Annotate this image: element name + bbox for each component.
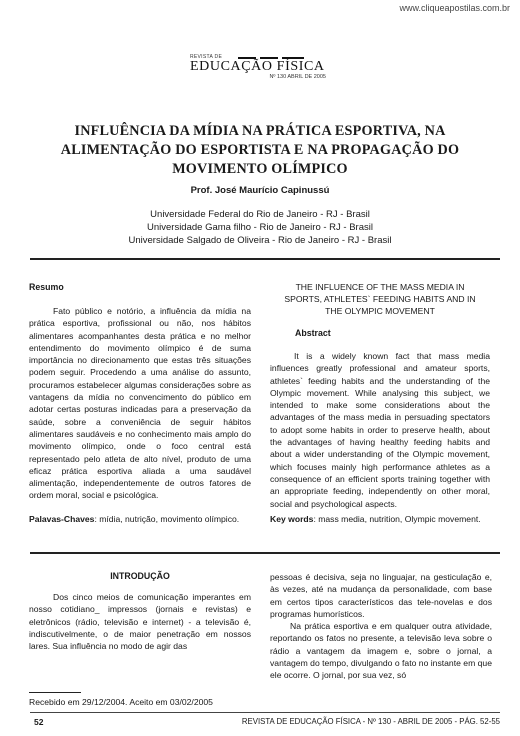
section-divider <box>30 258 500 260</box>
abstract-paragraph: It is a widely known fact that mass media influences greatly professional and amateur sports, athletes` feeding habits and the understanding of the Olympic movement. While analysing this subject, we intended to make some considerations about the advantages of the mass media in persuading spectators to adopt some habits in order to preserve health, about the advantages of having healthy feeding habits and about a wider understanding of the Olympic movement, which focuses mainly high performance athletes as a consequence of an efficient sports training together with an appropriate feeding, independently on other moral, social and psychological aspects. <box>270 351 490 509</box>
affiliations <box>0 208 520 247</box>
section-divider <box>30 552 500 554</box>
abstract-heading: Abstract <box>295 328 331 338</box>
abstract-title-line: SPORTS, ATHLETES` FEEDING HABITS AND IN <box>284 294 476 304</box>
abstract-text <box>270 350 490 510</box>
resumo-paragraph: Fato público e notório, a influência da mídia na prática esportiva, profissional ou não, nos hábitos alimentares acompanhantes desta prática e no melhor entendimento do movimento olímpico é de suma importância no direcionamento que estas três situações podem seguir. Procedendo a uma análise do assunto, procuramos estabelecer algumas considerações sobre as vantagens da mídia no convencimento do público em adotar certas posturas indicadas para a preservação da saúde, sobre a conveniência de seguir hábitos alimentares saudáveis e no conhecimento mais amplo do movimento olímpico, onde o foco central está representado pelo atleta de alto nível, produto de uma eficaz prática esportiva aliada a uma saudável alimentação, independentemente de outros fatores de ordem moral, social e psicológica. <box>29 306 251 501</box>
author-name: Prof. José Maurício Capinussú <box>190 185 330 196</box>
footnote-rule <box>29 692 81 693</box>
keywords-en <box>270 513 492 525</box>
affiliation: Universidade Federal do Rio de Janeiro - RJ - Brasil <box>150 209 370 220</box>
journal-prefix: REVISTA DE <box>190 54 223 60</box>
abstract-title <box>270 281 490 317</box>
title-line: ALIMENTAÇÃO DO ESPORTISTA E NA PROPAGAÇÃO DO <box>60 142 460 158</box>
keywords-pt-label: Palavas-Chaves <box>29 514 95 524</box>
title-line: INFLUÊNCIA DA MÍDIA NA PRÁTICA ESPORTIVA, NA <box>74 123 446 139</box>
keywords-en-label: Key words <box>270 514 314 524</box>
journal-issue: Nº 130 ABRIL DE 2005 <box>269 74 326 80</box>
introducao-continuation <box>270 571 492 682</box>
keywords-pt-values: : mídia, nutrição, movimento olímpico. <box>94 514 240 524</box>
introducao-heading: INTRODUÇÃO <box>110 571 170 581</box>
running-head: REVISTA DE EDUCAÇÃO FÍSICA - Nº 130 - ABRIL DE 2005 - PÁG. 52-55 <box>241 717 500 726</box>
resumo-heading: Resumo <box>29 282 64 292</box>
received-date: Recebido em 29/12/2004. Aceito em 03/02/2005 <box>29 697 213 707</box>
logo-bars <box>238 57 318 60</box>
journal-name: EDUCAÇÃO FÍSICA <box>190 59 325 74</box>
affiliation: Universidade Salgado de Oliveira - Rio de Janeiro - RJ - Brasil <box>128 235 392 246</box>
title-line: MOVIMENTO OLÍMPICO <box>172 161 348 177</box>
affiliation: Universidade Gama filho - Rio de Janeiro - RJ - Brasil <box>147 222 373 233</box>
continuation-paragraph: pessoas é decisiva, seja no linguajar, na gesticulação e, às vezes, até na mudança da personalidade, com base em certos tipos característicos das tele-novelas e dos programas humorísticos. <box>270 572 492 619</box>
keywords-pt <box>29 513 251 525</box>
site-url[interactable]: www.cliqueapostilas.com.br <box>399 3 510 13</box>
footer-rule <box>30 712 500 713</box>
keywords-en-values: : mass media, nutrition, Olympic movement. <box>313 514 481 524</box>
abstract-title-line: THE INFLUENCE OF THE MASS MEDIA IN <box>295 282 465 292</box>
abstract-title-line: THE OLYMPIC MOVEMENT <box>325 306 435 316</box>
introducao-text <box>29 591 251 652</box>
resumo-text <box>29 305 251 502</box>
article-title <box>30 122 490 179</box>
introducao-paragraph: Dos cinco meios de comunicação imperantes em nosso cotidiano_ impressos (jornais e revistas) e eletrônicos (rádio, televisão e internet) - a televisão é, indiscutivelmente, o de maior penetração em nossos lares. Sua influência no modo de agir das <box>29 592 251 652</box>
continuation-paragraph: Na prática esportiva e em qualquer outra atividade, reportando os fatos no presente, a televisão leva sobre o rádio a vantagem da imagem e, sobre o jornal, a vantagem do tempo, divulgando o fato no instante em que ele ocorre. O jornal, por sua vez, só <box>270 621 492 681</box>
page-number: 52 <box>34 717 44 727</box>
journal-logo <box>190 54 330 80</box>
